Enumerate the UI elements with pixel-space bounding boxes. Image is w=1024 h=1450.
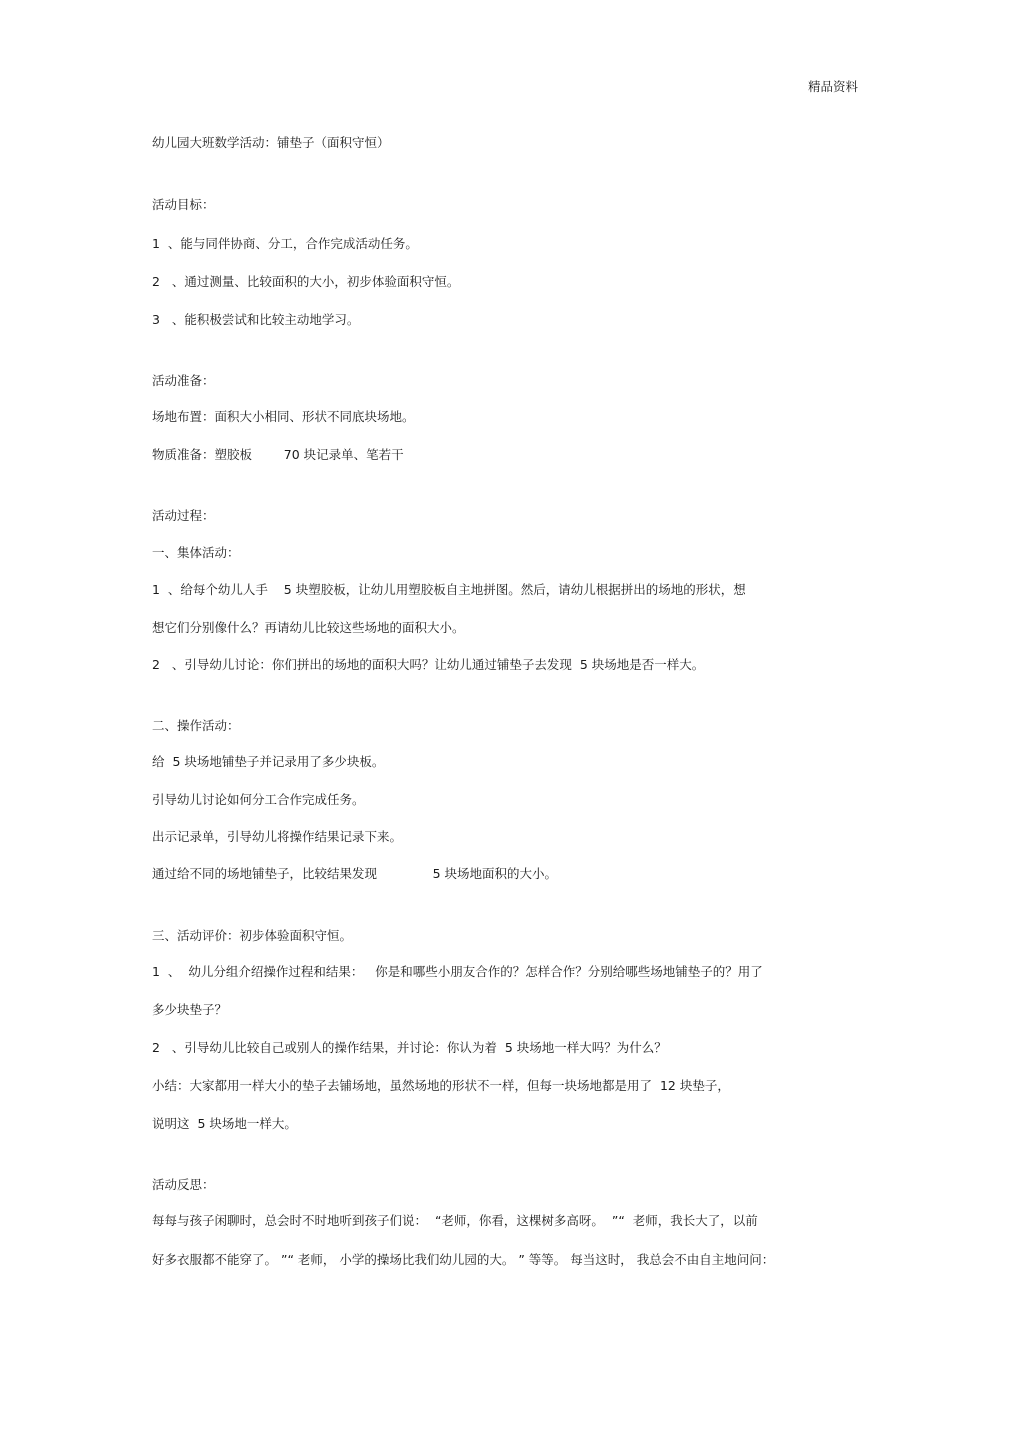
part3-summary-a: 小结：大家都用一样大小的垫子去铺场地，虽然场地的形状不一样，但每一块场地都是用了 12 块垫子， <box>152 1078 730 1093</box>
goals-heading: 活动目标： <box>152 197 215 212</box>
prep-materials: 物质准备：塑胶板 70 块记录单、笔若干 <box>152 447 404 462</box>
part1-paragraph-1b: 想它们分别像什么？再请幼儿比较这些场地的面积大小。 <box>152 620 465 635</box>
part2-line-2: 引导幼儿讨论如何分工合作完成任务。 <box>152 792 365 807</box>
goal-item-1: 1 、能与同伴协商、分工，合作完成活动任务。 <box>152 236 418 251</box>
reflection-paragraph-1: 每每与孩子闲聊时，总会时不时地听到孩子们说： “老师，你看，这棵树多高呀。 ”“ 老师，我长大了，以前 <box>152 1213 758 1228</box>
prep-venue: 场地布置：面积大小相同、形状不同底块场地。 <box>152 409 415 424</box>
part2-line-1: 给 5 块场地铺垫子并记录用了多少块板。 <box>152 754 385 769</box>
part3-heading: 三、活动评价：初步体验面积守恒。 <box>152 928 353 943</box>
part3-paragraph-1a: 1 、 幼儿分组介绍操作过程和结果： 你是和哪些小朋友合作的？怎样合作？分别给哪些场地铺垫子的？用了 <box>152 964 763 979</box>
process-heading: 活动过程： <box>152 508 215 523</box>
part3-summary-b: 说明这 5 块场地一样大。 <box>152 1116 297 1131</box>
part1-heading: 一、集体活动： <box>152 545 240 560</box>
document-title: 幼儿园大班数学活动：铺垫子（面积守恒） <box>152 135 390 150</box>
part3-paragraph-1b: 多少块垫子？ <box>152 1002 228 1017</box>
goal-item-2: 2 、通过测量、比较面积的大小，初步体验面积守恒。 <box>152 274 460 289</box>
prep-heading: 活动准备： <box>152 373 215 388</box>
part3-paragraph-2: 2 、引导幼儿比较自己或别人的操作结果，并讨论：你认为着 5 块场地一样大吗？为什么？ <box>152 1040 667 1055</box>
goal-item-3: 3 、能积极尝试和比较主动地学习。 <box>152 312 360 327</box>
part2-line-4: 通过给不同的场地铺垫子，比较结果发现 5 块场地面积的大小。 <box>152 866 558 881</box>
part2-heading: 二、操作活动： <box>152 718 240 733</box>
part1-paragraph-1a: 1 、给每个幼儿人手 5 块塑胶板，让幼儿用塑胶板自主地拼图。然后，请幼儿根据拼出的场地的形状，想 <box>152 582 746 597</box>
reflection-heading: 活动反思： <box>152 1177 215 1192</box>
part1-paragraph-2: 2 、引导幼儿讨论：你们拼出的场地的面积大吗？让幼儿通过铺垫子去发现 5 块场地是否一样大。 <box>152 657 705 672</box>
reflection-paragraph-2: 好多衣服都不能穿了。 ”“ 老师， 小学的操场比我们幼儿园的大。 ” 等等。 每当这时， 我总会不由自主地问问： <box>152 1252 775 1267</box>
page-header-label: 精品资料 <box>808 79 859 94</box>
part2-line-3: 出示记录单，引导幼儿将操作结果记录下来。 <box>152 829 403 844</box>
